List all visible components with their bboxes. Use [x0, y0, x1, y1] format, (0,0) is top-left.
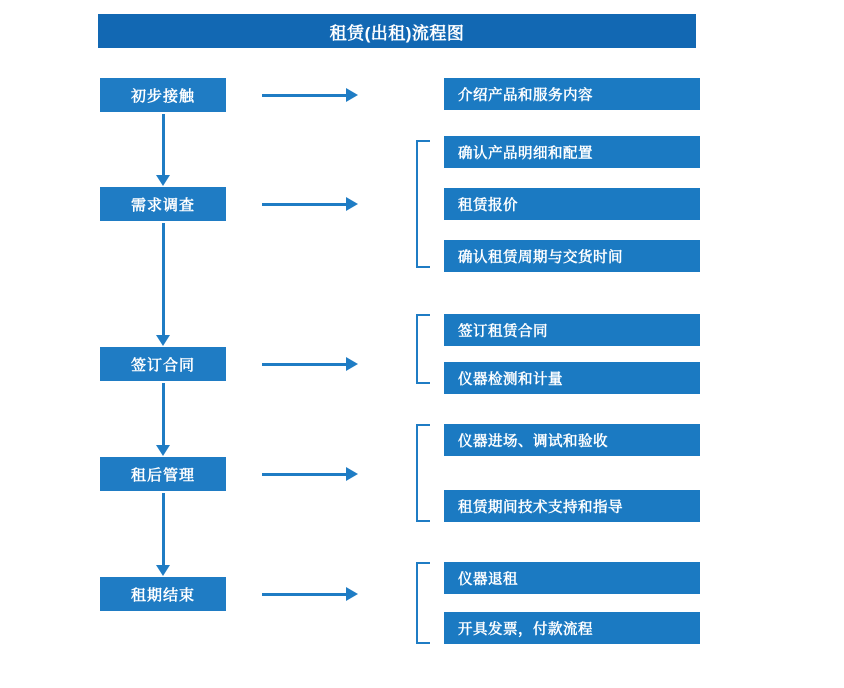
detail-box-8[interactable]: 租赁期间技术支持和指导: [444, 490, 700, 522]
horizontal-arrow-1: [262, 88, 360, 102]
stage-box-2[interactable]: 需求调查: [100, 187, 226, 221]
detail-box-6[interactable]: 仪器检测和计量: [444, 362, 700, 394]
stage-box-5[interactable]: 租期结束: [100, 577, 226, 611]
horizontal-arrow-4: [262, 467, 360, 481]
detail-box-7[interactable]: 仪器进场、调试和验收: [444, 424, 700, 456]
bracket-group-5: [416, 562, 430, 644]
detail-box-5[interactable]: 签订租赁合同: [444, 314, 700, 346]
bracket-group-3: [416, 314, 430, 384]
bracket-group-2: [416, 140, 430, 268]
vertical-arrow-3: [156, 383, 170, 456]
vertical-arrow-4: [156, 493, 170, 576]
detail-box-3[interactable]: 租赁报价: [444, 188, 700, 220]
detail-box-2[interactable]: 确认产品明细和配置: [444, 136, 700, 168]
vertical-arrow-1: [156, 114, 170, 186]
vertical-arrow-2: [156, 223, 170, 346]
stage-box-3[interactable]: 签订合同: [100, 347, 226, 381]
horizontal-arrow-2: [262, 197, 360, 211]
detail-box-10[interactable]: 开具发票，付款流程: [444, 612, 700, 644]
page-title: 租赁(出租)流程图: [98, 14, 696, 48]
detail-box-9[interactable]: 仪器退租: [444, 562, 700, 594]
horizontal-arrow-5: [262, 587, 360, 601]
stage-box-1[interactable]: 初步接触: [100, 78, 226, 112]
detail-box-4[interactable]: 确认租赁周期与交货时间: [444, 240, 700, 272]
bracket-group-4: [416, 424, 430, 522]
stage-box-4[interactable]: 租后管理: [100, 457, 226, 491]
detail-box-1[interactable]: 介绍产品和服务内容: [444, 78, 700, 110]
horizontal-arrow-3: [262, 357, 360, 371]
